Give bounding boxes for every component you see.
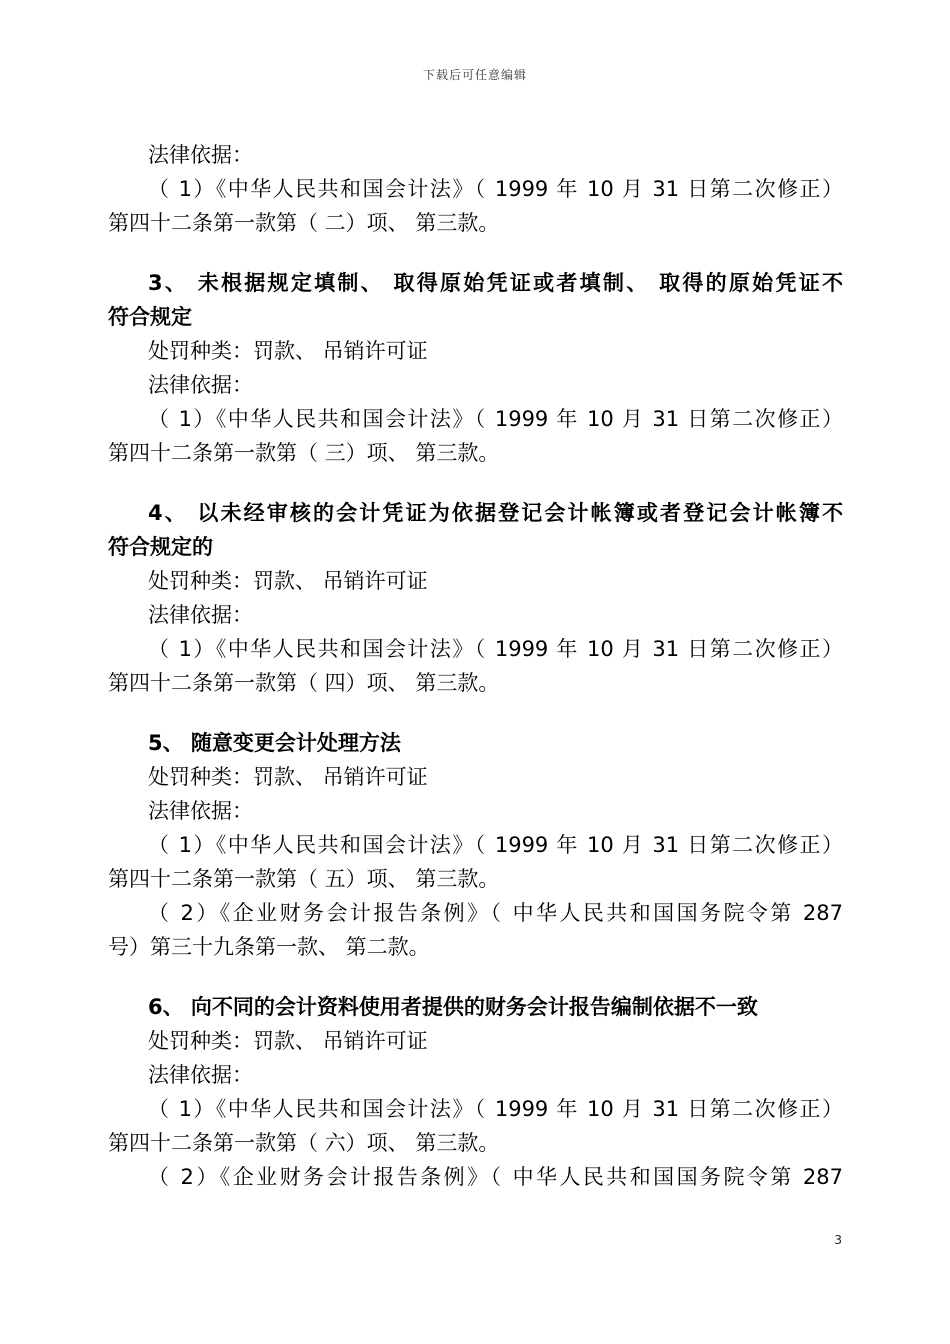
legal-basis-label: 法律依据： [148, 1063, 253, 1087]
penalty-type: 处罚种类：罚款、 吊销许可证 [148, 569, 428, 593]
section-heading-5: 5、 随意变更会计处理方法 [148, 731, 401, 755]
regulation-citation-continued: 号）第三十九条第一款、 第二款。 [108, 935, 430, 959]
section-heading-4: 4、 以未经审核的会计凭证为依据登记会计帐簿或者登记会计帐簿不 [148, 501, 843, 525]
legal-basis-label: 法律依据： [148, 603, 253, 627]
law-citation: （ 1）《中华人民共和国会计法》（ 1999 年 10 月 31 日第二次修正） [148, 177, 843, 201]
penalty-type: 处罚种类：罚款、 吊销许可证 [148, 765, 428, 789]
regulation-citation: （ 2）《企业财务会计报告条例》（ 中华人民共和国国务院令第 287 [148, 901, 843, 925]
law-citation-continued: 第四十二条第一款第（ 三）项、 第三款。 [108, 441, 500, 465]
law-citation: （ 1）《中华人民共和国会计法》（ 1999 年 10 月 31 日第二次修正） [148, 407, 843, 431]
section-heading-3: 3、 未根据规定填制、 取得原始凭证或者填制、 取得的原始凭证不 [148, 271, 843, 295]
section-heading-3-continued: 符合规定 [108, 305, 192, 329]
law-citation-continued: 第四十二条第一款第（ 六）项、 第三款。 [108, 1131, 500, 1155]
regulation-citation: （ 2）《企业财务会计报告条例》（ 中华人民共和国国务院令第 287 [148, 1165, 843, 1189]
page-header: 下载后可任意编辑 [422, 68, 527, 82]
section-heading-4-continued: 符合规定的 [108, 535, 213, 559]
legal-basis-label: 法律依据： [148, 143, 253, 167]
document-body [108, 138, 843, 1194]
law-citation-continued: 第四十二条第一款第（ 四）项、 第三款。 [108, 671, 500, 695]
law-citation: （ 1）《中华人民共和国会计法》（ 1999 年 10 月 31 日第二次修正） [148, 637, 843, 661]
law-citation-continued: 第四十二条第一款第（ 二）项、 第三款。 [108, 211, 500, 235]
page-number: 3 [834, 1233, 842, 1247]
law-citation-continued: 第四十二条第一款第（ 五）项、 第三款。 [108, 867, 500, 891]
law-citation: （ 1）《中华人民共和国会计法》（ 1999 年 10 月 31 日第二次修正） [148, 1097, 843, 1121]
penalty-type: 处罚种类：罚款、 吊销许可证 [148, 1029, 428, 1053]
legal-basis-label: 法律依据： [148, 799, 253, 823]
section-heading-6: 6、 向不同的会计资料使用者提供的财务会计报告编制依据不一致 [148, 995, 758, 1019]
penalty-type: 处罚种类：罚款、 吊销许可证 [148, 339, 428, 363]
legal-basis-label: 法律依据： [148, 373, 253, 397]
law-citation: （ 1）《中华人民共和国会计法》（ 1999 年 10 月 31 日第二次修正） [148, 833, 843, 857]
